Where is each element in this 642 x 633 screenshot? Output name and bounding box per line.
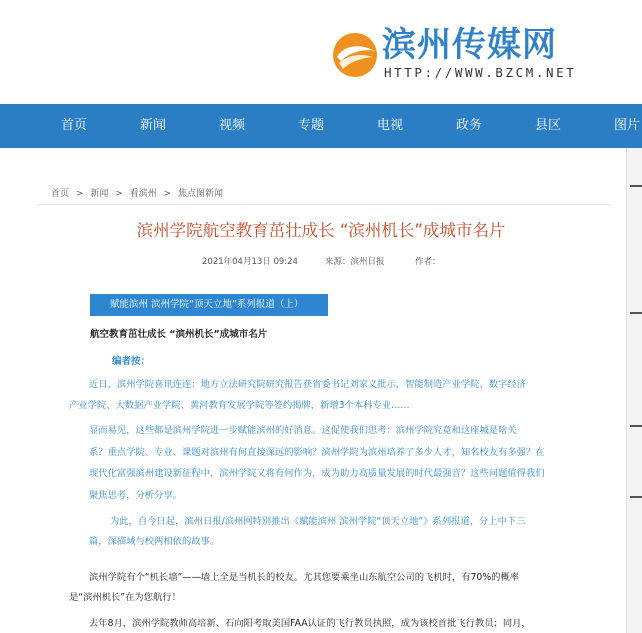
bzcm-logo-icon[interactable] (331, 31, 379, 79)
paragraph-line: 聚焦思考，分析分享。 (89, 490, 182, 501)
breadcrumb-home[interactable]: 首页 (51, 189, 70, 199)
nav-item-pictures[interactable]: 图片 (614, 118, 641, 133)
sidebar-divider (630, 312, 642, 314)
series-banner-text: 赋能滨州 滨州学院“顶天立地”系列报道（上） (110, 299, 304, 310)
breadcrumb (51, 186, 227, 199)
site-header (0, 0, 642, 104)
breadcrumb-separator: > (75, 189, 84, 199)
main-nav (0, 104, 642, 148)
breadcrumb-divider (38, 204, 610, 205)
breadcrumb-separator: > (115, 189, 123, 199)
nav-item-tv[interactable]: 电视 (377, 118, 404, 133)
paragraph-line: 产业学院、大数据产业学院、黄河教育发展学院等签约揭牌，新增3个本科专业…… (69, 400, 410, 411)
site-logo-text[interactable]: 滨州传媒网 (382, 25, 557, 65)
paragraph-line: 现代化富强滨州建设新征程中，滨州学院又将有何作为，成为助力高质量发展的时代最强音？这些问题值得我们 (89, 468, 545, 479)
nav-item-news[interactable]: 新闻 (140, 118, 167, 133)
paragraph-line: 篇，深描域与校两相依的故事。 (89, 536, 220, 547)
nav-item-government[interactable]: 政务 (456, 118, 483, 133)
paragraph-line: 是“滨州机长”在为您航行！ (69, 592, 181, 603)
nav-item-counties[interactable]: 县区 (535, 118, 562, 133)
site-url: HTTP://WWW.BZCM.NET (384, 65, 577, 80)
sidebar-divider (630, 185, 642, 187)
sidebar-divider (630, 425, 642, 427)
breadcrumb-focus-news[interactable]: 焦点图新闻 (177, 189, 223, 199)
paragraph-line: 近日，滨州学院喜讯连连：地方立法研究院研究报告获省委书记刘家义批示，智能制造产业学院、数字经济 (89, 379, 526, 390)
editor-note-label: 编者按： (112, 356, 151, 367)
sidebar-divider (630, 496, 642, 498)
nav-item-home[interactable]: 首页 (61, 118, 88, 133)
article-subtitle: 航空教育茁壮成长 “滨州机长”成城市名片 (90, 329, 268, 340)
paragraph-line: 显而易见，这些都是滨州学院进一步赋能滨州的好消息。这促使我们思考：滨州学院究竟和这座城是啥关 (89, 425, 517, 436)
paragraph-line: 去年8月，滨州学院教师高培新、石向阳考取美国FAA认证的飞行教员执照，成为该校首批飞行教员；同月， (89, 618, 531, 629)
breadcrumb-news[interactable]: 新闻 (90, 189, 109, 199)
breadcrumb-separator: > (163, 189, 172, 199)
nav-item-video[interactable]: 视频 (219, 118, 246, 133)
breadcrumb-kan-binzhou[interactable]: 看滨州 (129, 189, 157, 199)
article-date: 2021年04月13日 09:24 (202, 257, 298, 267)
nav-item-topics[interactable]: 专题 (298, 118, 325, 133)
article-title: 滨州学院航空教育茁壮成长 “滨州机长”成城市名片 (136, 221, 506, 240)
article-source: 来源：滨州日报 (325, 257, 385, 267)
paragraph-line: 滨州学院有个“机长墙”——墙上全是当机长的校友。尤其您要乘坐山东航空公司的飞机时，有70%的概率 (89, 572, 520, 583)
article-author: 作者： (415, 257, 441, 267)
paragraph-line: 系？重点学院、专业、课题对滨州有何直接深远的影响？滨州学院为滨州培养了多少人才，知名校友有多强？在 (89, 447, 545, 458)
paragraph-line: 为此，自今日起，滨州日报/滨州网特别推出《赋能滨州 滨州学院“顶天立地”》系列报道，分上中下三 (110, 516, 526, 527)
